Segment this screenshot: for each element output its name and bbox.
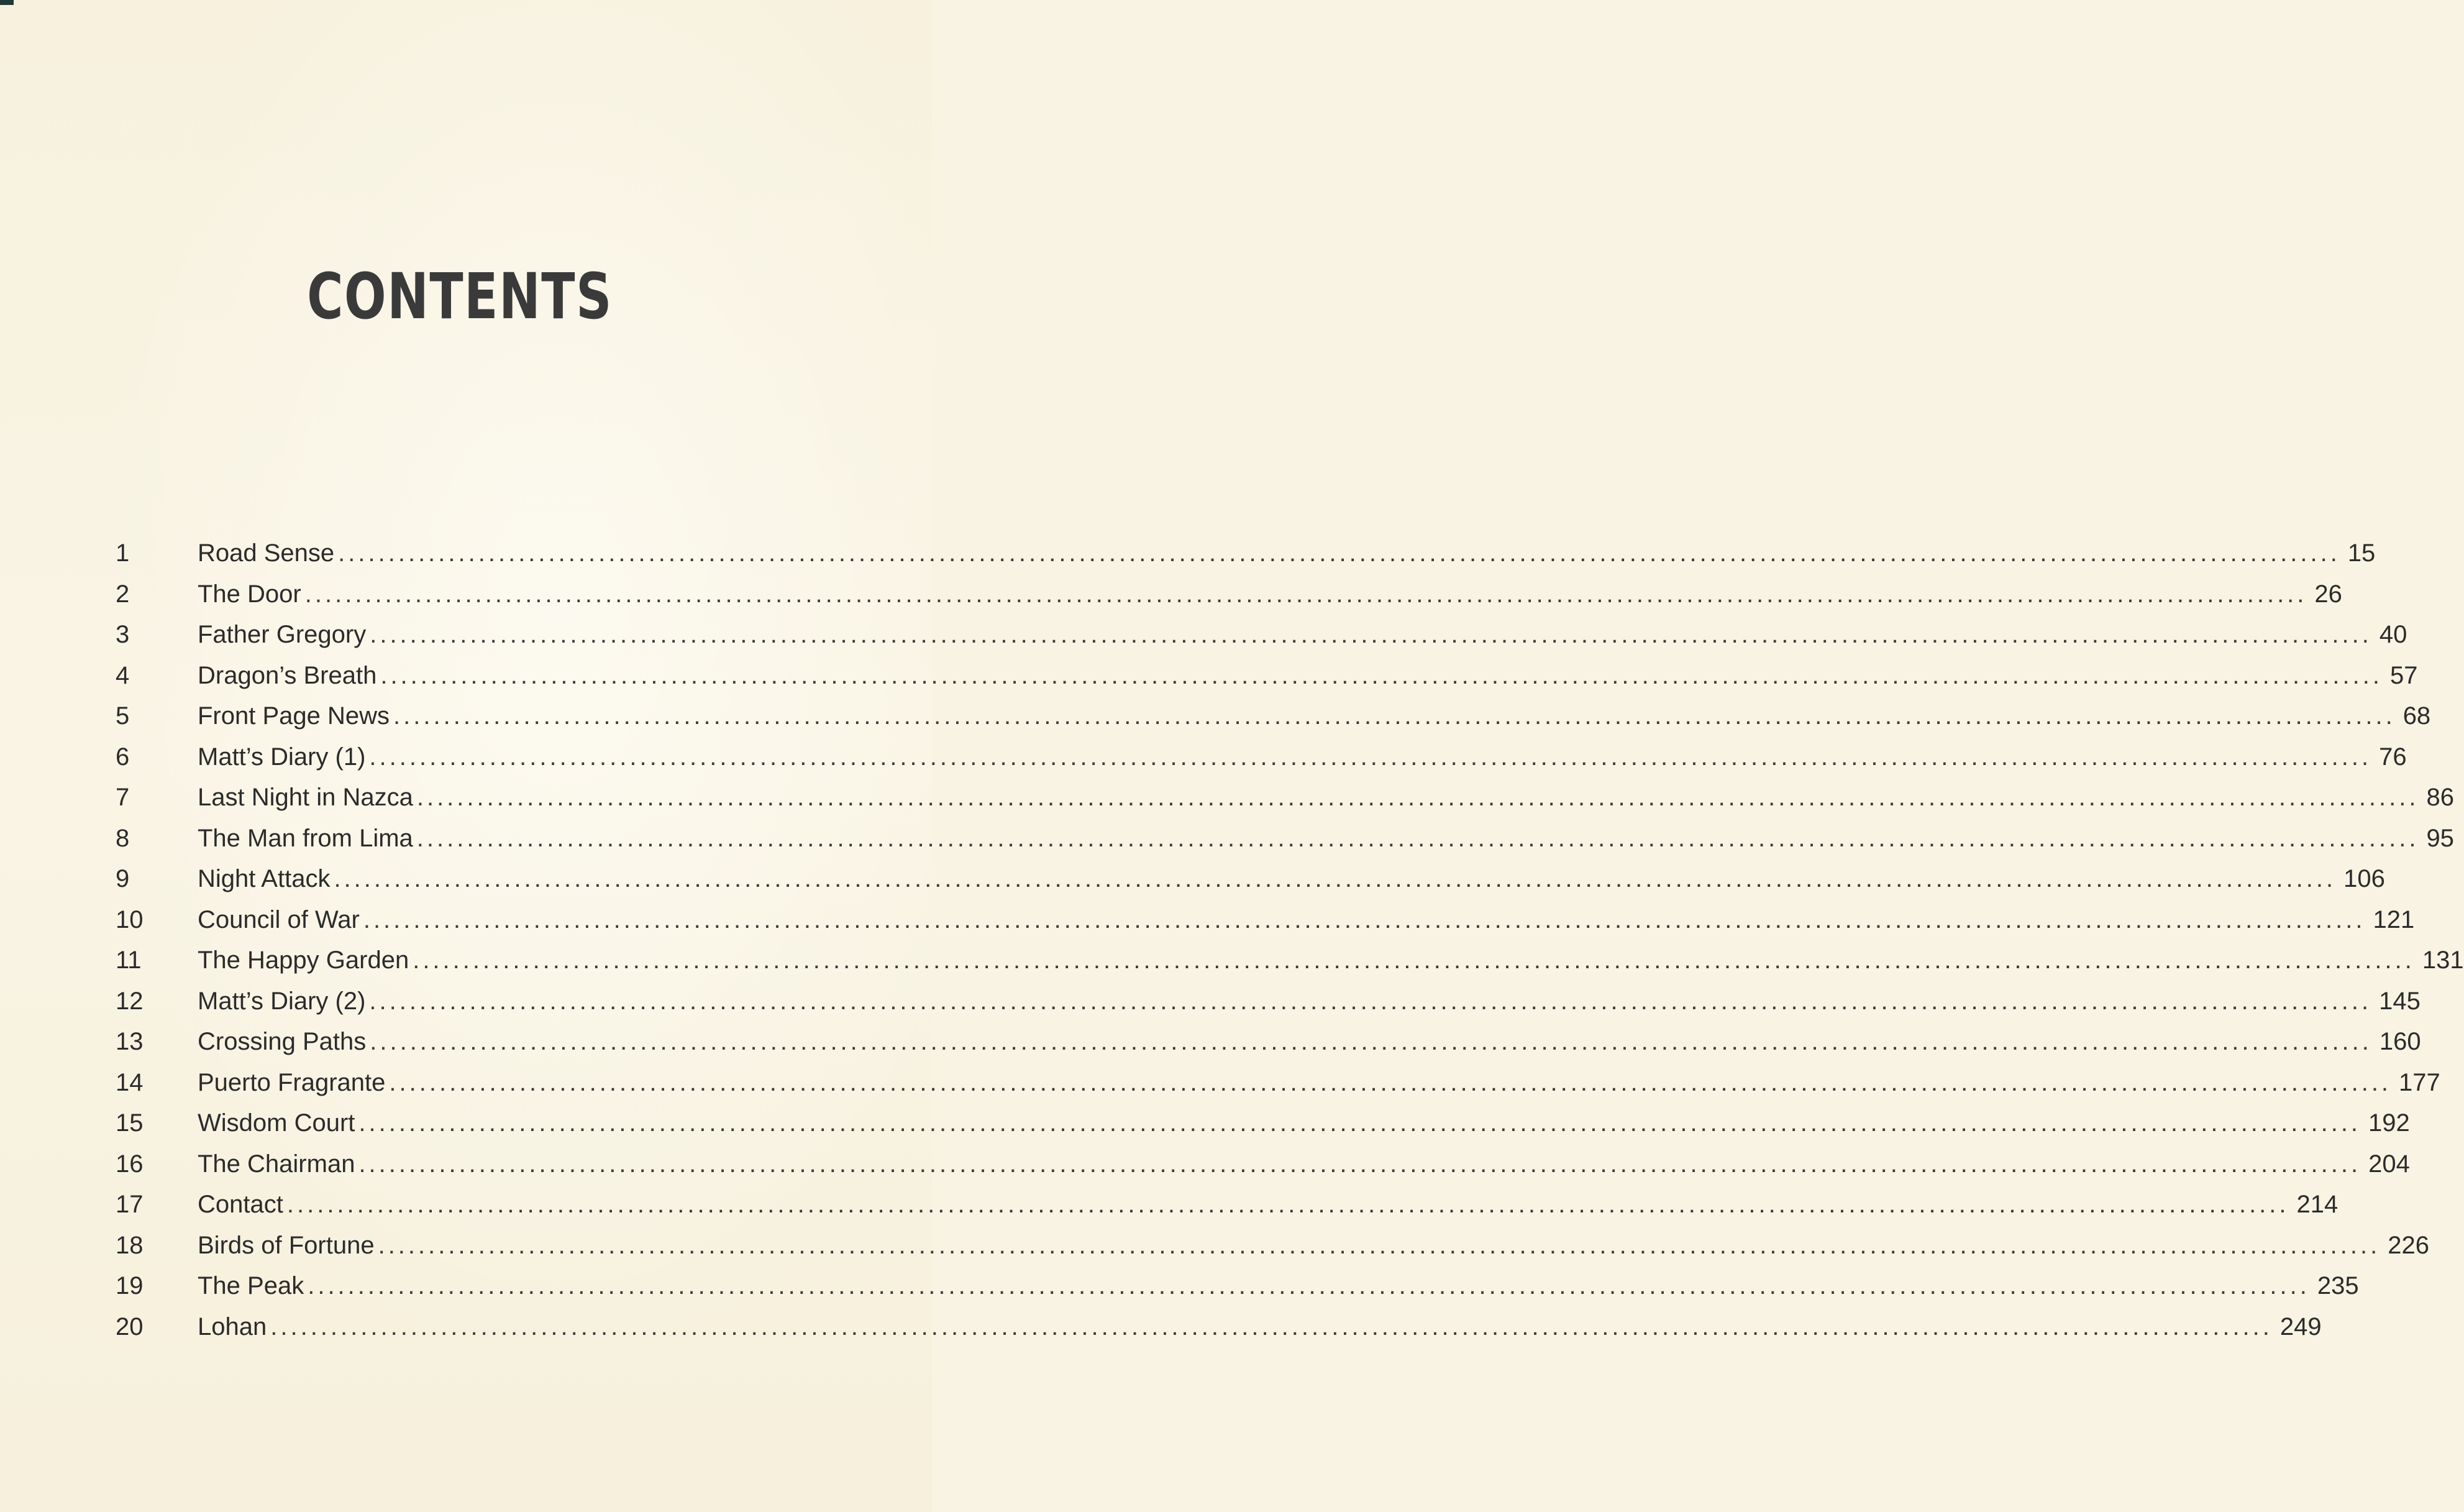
chapter-number: 3: [116, 621, 130, 649]
toc-entry: [116, 1103, 2410, 1144]
chapter-number: 1: [116, 539, 130, 567]
chapter-page-number: 249: [2279, 1313, 2322, 1340]
toc-entry: [116, 900, 2415, 941]
chapter-page-number: 95: [2426, 824, 2454, 852]
chapter-number: 10: [116, 905, 144, 933]
chapter-title: Front Page News: [198, 702, 390, 730]
chapter-title: The Door: [198, 580, 301, 608]
toc-entry: [116, 1144, 2410, 1185]
chapter-title: The Chairman: [198, 1150, 355, 1178]
toc-entry: [116, 737, 2407, 778]
dot-leader: ........................................................................................................................................................................................................: [363, 905, 2366, 933]
contents-heading: CONTENTS: [307, 260, 613, 334]
chapter-page-number: 106: [2343, 865, 2385, 893]
dot-leader: ........................................................................................................................................................................................................: [389, 1068, 2392, 1096]
toc-entry: [116, 1266, 2359, 1307]
chapter-page-number: 26: [2314, 580, 2342, 608]
toc-entry: [116, 533, 2376, 574]
chapter-title: Lohan: [198, 1313, 267, 1340]
toc-entry: [116, 656, 2418, 697]
dot-leader: ........................................................................................................................................................................................................: [370, 621, 2372, 649]
chapter-title: Dragon’s Breath: [198, 661, 377, 689]
chapter-title: Birds of Fortune: [198, 1231, 375, 1259]
chapter-title: Crossing Paths: [198, 1028, 367, 1056]
chapter-title: Matt’s Diary (2): [198, 987, 366, 1015]
chapter-title: The Man from Lima: [198, 824, 413, 852]
page-corner-mark: [0, 0, 14, 5]
chapter-page-number: 235: [2317, 1272, 2359, 1300]
dot-leader: ........................................................................................................................................................................................................: [416, 784, 2419, 812]
dot-leader: ........................................................................................................................................................................................................: [358, 1150, 2361, 1178]
toc-entry: [116, 981, 2421, 1022]
chapter-title: Matt’s Diary (1): [198, 743, 366, 771]
toc-entry: [116, 1063, 2440, 1104]
chapter-title: Father Gregory: [198, 621, 367, 649]
chapter-title: Wisdom Court: [198, 1109, 355, 1137]
chapter-title: Road Sense: [198, 539, 335, 567]
dot-leader: ........................................................................................................................................................................................................: [380, 661, 2383, 689]
chapter-number: 9: [116, 865, 130, 893]
chapter-page-number: 76: [2379, 743, 2407, 771]
dot-leader: ........................................................................................................................................................................................................: [370, 1028, 2372, 1056]
toc-entry: [116, 696, 2431, 737]
chapter-number: 20: [116, 1313, 144, 1340]
dot-leader: ........................................................................................................................................................................................................: [393, 702, 2396, 730]
dot-leader: ........................................................................................................................................................................................................: [270, 1313, 2273, 1340]
chapter-page-number: 86: [2426, 784, 2454, 812]
chapter-number: 5: [116, 702, 130, 730]
table-of-contents: [116, 533, 2464, 1347]
chapter-number: 17: [116, 1191, 144, 1219]
dot-leader: ........................................................................................................................................................................................................: [308, 1272, 2310, 1300]
dot-leader: ........................................................................................................................................................................................................: [338, 539, 2340, 567]
dot-leader: ........................................................................................................................................................................................................: [416, 824, 2419, 852]
toc-entry: [116, 1226, 2429, 1267]
chapter-title: Puerto Fragrante: [198, 1068, 386, 1096]
chapter-page-number: 40: [2379, 621, 2407, 649]
chapter-page-number: 68: [2402, 702, 2431, 730]
toc-entry: [116, 1022, 2421, 1063]
chapter-number: 7: [116, 784, 130, 812]
dot-leader: ........................................................................................................................................................................................................: [369, 987, 2372, 1015]
toc-entry: [116, 859, 2385, 900]
toc-entry: [116, 940, 2464, 981]
chapter-page-number: 204: [2368, 1150, 2410, 1178]
chapter-page-number: 121: [2373, 905, 2415, 933]
chapter-page-number: 131: [2422, 946, 2464, 974]
chapter-number: 2: [116, 580, 130, 608]
chapter-number: 14: [116, 1068, 144, 1096]
chapter-number: 19: [116, 1272, 144, 1300]
toc-entry: [116, 818, 2454, 859]
dot-leader: ........................................................................................................................................................................................................: [304, 580, 2307, 608]
chapter-page-number: 192: [2368, 1109, 2410, 1137]
dot-leader: ........................................................................................................................................................................................................: [369, 743, 2372, 771]
chapter-page-number: 226: [2388, 1231, 2429, 1259]
chapter-number: 11: [116, 946, 142, 974]
dot-leader: ........................................................................................................................................................................................................: [334, 865, 2337, 893]
chapter-page-number: 15: [2347, 539, 2376, 567]
chapter-number: 18: [116, 1231, 144, 1259]
chapter-title: The Happy Garden: [198, 946, 409, 974]
chapter-number: 4: [116, 661, 130, 689]
toc-entry: [116, 574, 2342, 615]
chapter-page-number: 57: [2389, 661, 2418, 689]
chapter-number: 13: [116, 1028, 144, 1056]
chapter-page-number: 160: [2379, 1028, 2421, 1056]
chapter-number: 6: [116, 743, 130, 771]
chapter-title: Contact: [198, 1191, 283, 1219]
chapter-number: 15: [116, 1109, 144, 1137]
dot-leader: ........................................................................................................................................................................................................: [286, 1191, 2289, 1219]
toc-entry: [116, 1184, 2339, 1226]
chapter-page-number: 145: [2379, 987, 2421, 1015]
chapter-title: The Peak: [198, 1272, 304, 1300]
chapter-number: 16: [116, 1150, 144, 1178]
chapter-title: Last Night in Nazca: [198, 784, 413, 812]
dot-leader: ........................................................................................................................................................................................................: [413, 946, 2415, 974]
toc-entry: [116, 1307, 2322, 1348]
toc-entry: [116, 615, 2407, 656]
toc-entry: [116, 777, 2454, 818]
dot-leader: ........................................................................................................................................................................................................: [358, 1109, 2361, 1137]
chapter-number: 12: [116, 987, 144, 1015]
chapter-number: 8: [116, 824, 130, 852]
chapter-page-number: 177: [2399, 1068, 2440, 1096]
chapter-title: Night Attack: [198, 865, 331, 893]
dot-leader: ........................................................................................................................................................................................................: [378, 1231, 2381, 1259]
chapter-title: Council of War: [198, 905, 360, 933]
chapter-page-number: 214: [2296, 1191, 2339, 1219]
